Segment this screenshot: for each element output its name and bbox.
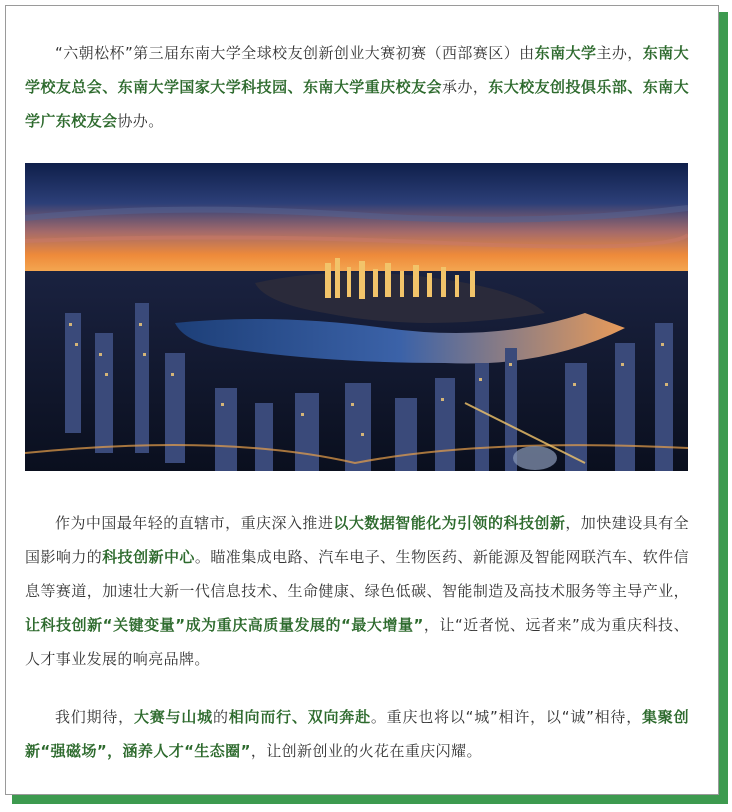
- highlighted-text: 东大校友创投俱乐部、东南大学广东校友会: [25, 78, 689, 130]
- body-text: ，让创新创业的火花在重庆闪耀。: [250, 742, 482, 760]
- chongqing-night-skyline-photo: [25, 163, 688, 471]
- body-text: ，加快建设具有全国影响力的: [25, 514, 689, 566]
- chongqing-paragraph: [25, 506, 689, 676]
- body-text: 作为中国最年轻的直辖市，重庆深入推进: [55, 514, 334, 532]
- body-text: ，让“近者悦、远者来”成为重庆科技、人才事业发展的响亮品牌。: [25, 616, 689, 668]
- highlighted-text: 东南大学校友总会、东南大学国家大学科技园、东南大学重庆校友会: [25, 44, 689, 96]
- body-text: 的: [212, 708, 229, 726]
- closing-paragraph: [25, 700, 689, 768]
- highlighted-text: 大赛与山城: [133, 708, 213, 726]
- body-text: 承办，: [441, 78, 489, 96]
- body-text: 协办。: [117, 112, 164, 130]
- intro-paragraph: [25, 36, 689, 138]
- highlighted-text: 科技创新中心: [102, 548, 195, 566]
- body-text: 。瞄准集成电路、汽车电子、生物医药、新能源及智能网联汽车、软件信息等赛道，加速壮大新一代信息技术、生命健康、绿色低碳、智能制造及高技术服务等主导产业，: [25, 548, 689, 600]
- highlighted-text: 以大数据智能化为引领的科技创新: [333, 514, 566, 532]
- highlighted-text: 集聚创新“强磁场”，涵养人才“生态圈”: [25, 708, 690, 760]
- body-text: 主办，: [596, 44, 643, 62]
- highlighted-text: 让科技创新“关键变量”成为重庆高质量发展的“最大增量”: [25, 616, 424, 634]
- body-text: 。重庆也将以“城”相许，以“诚”相待，: [370, 708, 643, 726]
- body-text: “六朝松杯”第三届东南大学全球校友创新创业大赛初赛（西部赛区）由: [55, 44, 535, 62]
- body-text: 我们期待，: [55, 708, 134, 726]
- highlighted-text: 东南大学: [534, 44, 597, 62]
- highlighted-text: 相向而行、双向奔赴: [228, 708, 371, 726]
